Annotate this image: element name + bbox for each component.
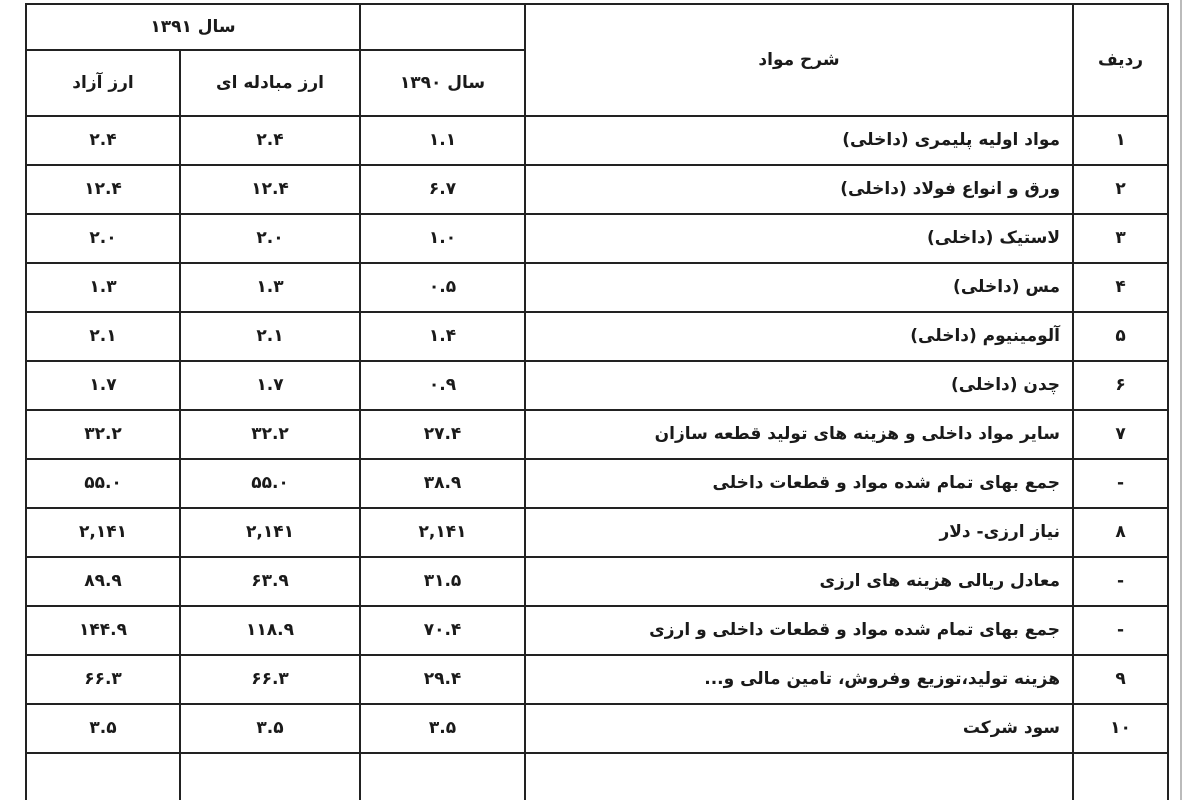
row-description: نیاز ارزی- دلار [525,508,1073,557]
row-description: معادل ریالی هزینه های ارزی [525,557,1073,606]
row-description: چدن (داخلی) [525,361,1073,410]
row-number: - [1073,606,1168,655]
table-row-partial [26,753,1168,800]
table-row [26,214,1168,263]
row-description: آلومینیوم (داخلی) [525,312,1073,361]
table-row [26,263,1168,312]
header-row-number: ردیف [1073,4,1168,116]
value-free-rate: ۲.۱ [26,312,180,361]
row-number: ۵ [1073,312,1168,361]
row-number: ۲ [1073,165,1168,214]
row-number [1073,753,1168,800]
value-free-rate: ۳۲.۲ [26,410,180,459]
value-free-rate [26,753,180,800]
value-1390: ۱.۰ [360,214,525,263]
value-free-rate: ۳.۵ [26,704,180,753]
header-exchange-rate: ارز مبادله ای [180,50,360,116]
row-number: ۳ [1073,214,1168,263]
value-exchange-rate: ۱.۷ [180,361,360,410]
value-free-rate: ۸۹.۹ [26,557,180,606]
row-description: ورق و انواع فولاد (داخلی) [525,165,1073,214]
row-description: جمع بهای تمام شده مواد و قطعات داخلی [525,459,1073,508]
table-row [26,361,1168,410]
value-exchange-rate: ۶۳.۹ [180,557,360,606]
value-exchange-rate: ۶۶.۳ [180,655,360,704]
table-row [26,410,1168,459]
row-description: سود شرکت [525,704,1073,753]
table-row [26,116,1168,165]
value-exchange-rate: ۳۲.۲ [180,410,360,459]
row-number: - [1073,459,1168,508]
cost-table [25,3,1169,800]
row-description: سایر مواد داخلی و هزینه های تولید قطعه سازان [525,410,1073,459]
value-free-rate: ۱.۷ [26,361,180,410]
value-free-rate: ۱۴۴.۹ [26,606,180,655]
row-description: هزینه تولید،توزیع وفروش، تامین مالی و... [525,655,1073,704]
value-1390: ۰.۵ [360,263,525,312]
value-1390: ۲۹.۴ [360,655,525,704]
header-year-1391: سال ۱۳۹۱ [26,4,360,50]
header-year-1390: سال ۱۳۹۰ [360,50,525,116]
value-exchange-rate: ۳.۵ [180,704,360,753]
value-exchange-rate: ۲.۰ [180,214,360,263]
row-description: جمع بهای تمام شده مواد و قطعات داخلی و ارزی [525,606,1073,655]
row-number: ۴ [1073,263,1168,312]
value-exchange-rate: ۲.۴ [180,116,360,165]
value-1390: ۷۰.۴ [360,606,525,655]
value-free-rate: ۲,۱۴۱ [26,508,180,557]
value-1390: ۲۷.۴ [360,410,525,459]
value-exchange-rate: ۵۵.۰ [180,459,360,508]
header-description: شرح مواد [525,4,1073,116]
value-free-rate: ۶۶.۳ [26,655,180,704]
value-exchange-rate: ۱۲.۴ [180,165,360,214]
value-1390: ۰.۹ [360,361,525,410]
table-row [26,655,1168,704]
row-description: لاستیک (داخلی) [525,214,1073,263]
value-1390: ۳۱.۵ [360,557,525,606]
row-number: ۶ [1073,361,1168,410]
value-exchange-rate [180,753,360,800]
table-row [26,557,1168,606]
value-exchange-rate: ۲,۱۴۱ [180,508,360,557]
value-exchange-rate: ۱۱۸.۹ [180,606,360,655]
row-description [525,753,1073,800]
value-free-rate: ۵۵.۰ [26,459,180,508]
page-edge-line [1180,0,1182,800]
row-number: - [1073,557,1168,606]
table-row [26,165,1168,214]
table-row [26,704,1168,753]
value-1390 [360,753,525,800]
value-exchange-rate: ۲.۱ [180,312,360,361]
value-free-rate: ۱.۳ [26,263,180,312]
row-description: مواد اولیه پلیمری (داخلی) [525,116,1073,165]
row-number: ۸ [1073,508,1168,557]
table-row [26,459,1168,508]
row-number: ۷ [1073,410,1168,459]
value-exchange-rate: ۱.۳ [180,263,360,312]
value-free-rate: ۲.۰ [26,214,180,263]
value-free-rate: ۲.۴ [26,116,180,165]
value-1390: ۱.۱ [360,116,525,165]
value-free-rate: ۱۲.۴ [26,165,180,214]
header-blank-cell [360,4,525,50]
row-description: مس (داخلی) [525,263,1073,312]
value-1390: ۱.۴ [360,312,525,361]
table-row [26,606,1168,655]
value-1390: ۳.۵ [360,704,525,753]
value-1390: ۳۸.۹ [360,459,525,508]
value-1390: ۲,۱۴۱ [360,508,525,557]
row-number: ۹ [1073,655,1168,704]
table-row [26,312,1168,361]
table-row [26,508,1168,557]
header-free-rate: ارز آزاد [26,50,180,116]
value-1390: ۶.۷ [360,165,525,214]
row-number: ۱۰ [1073,704,1168,753]
row-number: ۱ [1073,116,1168,165]
